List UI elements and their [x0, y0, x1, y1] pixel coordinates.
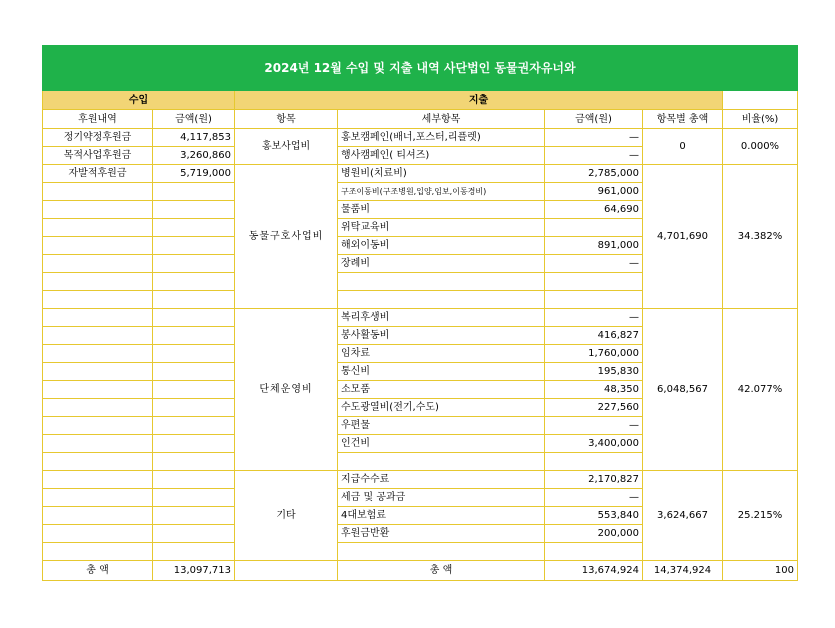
detail-amount: —	[545, 417, 643, 435]
empty-cell	[43, 543, 153, 561]
empty-cell	[153, 291, 235, 309]
category-total-header: 항목별 총액	[643, 110, 723, 129]
detail-label: 지급수수료	[338, 471, 545, 489]
category-ratio: 42.077%	[723, 309, 798, 471]
ratio-header: 비율(%)	[723, 110, 798, 129]
detail-amount: 891,000	[545, 237, 643, 255]
empty-cell	[43, 345, 153, 363]
empty-cell	[153, 543, 235, 561]
empty-cell	[43, 381, 153, 399]
category-total: 6,048,567	[643, 309, 723, 471]
detail-amount	[545, 219, 643, 237]
empty-cell	[153, 381, 235, 399]
detail-amount: —	[545, 489, 643, 507]
empty-cell	[235, 561, 338, 581]
detail-label: 물품비	[338, 201, 545, 219]
income-amount: 3,260,860	[153, 147, 235, 165]
detail-label: 우편물	[338, 417, 545, 435]
header-gap-cell	[723, 91, 798, 110]
detail-label: 구조이동비(구조병원,입양,임보,이동경비)	[338, 183, 545, 201]
empty-cell	[43, 273, 153, 291]
empty-cell	[153, 183, 235, 201]
detail-label: 병원비(치료비)	[338, 165, 545, 183]
empty-cell	[338, 291, 545, 309]
empty-cell	[545, 453, 643, 471]
income-label: 목적사업후원금	[43, 147, 153, 165]
detail-amount: —	[545, 309, 643, 327]
page-title: 2024년 12월 수입 및 지출 내역 사단법인 동물권자유너와	[43, 46, 798, 91]
empty-cell	[153, 345, 235, 363]
detail-label: 통신비	[338, 363, 545, 381]
detail-label: 소모품	[338, 381, 545, 399]
empty-cell	[153, 507, 235, 525]
category-cell: 홍보사업비	[235, 129, 338, 165]
detail-amount: 553,840	[545, 507, 643, 525]
detail-label: 복리후생비	[338, 309, 545, 327]
category-ratio: 25.215%	[723, 471, 798, 561]
empty-cell	[43, 489, 153, 507]
empty-cell	[43, 399, 153, 417]
category-cell: 단체운영비	[235, 309, 338, 471]
empty-cell	[43, 453, 153, 471]
empty-cell	[338, 273, 545, 291]
detail-amount: 200,000	[545, 525, 643, 543]
empty-cell	[43, 363, 153, 381]
category-total: 0	[643, 129, 723, 165]
category-grand-total: 14,374,924	[643, 561, 723, 581]
detail-amount: —	[545, 147, 643, 165]
empty-cell	[153, 273, 235, 291]
empty-cell	[153, 327, 235, 345]
detail-label: 봉사활동비	[338, 327, 545, 345]
expense-total-label: 총 액	[338, 561, 545, 581]
empty-cell	[153, 309, 235, 327]
empty-cell	[43, 219, 153, 237]
empty-cell	[153, 363, 235, 381]
empty-cell	[153, 237, 235, 255]
income-label: 자발적후원금	[43, 165, 153, 183]
income-label: 정기약정후원금	[43, 129, 153, 147]
detail-label: 홍보캠페인(배너,포스터,리플렛)	[338, 129, 545, 147]
expense-section-header: 지출	[235, 91, 723, 110]
empty-cell	[153, 453, 235, 471]
category-ratio: 0.000%	[723, 129, 798, 165]
empty-cell	[338, 543, 545, 561]
empty-cell	[43, 327, 153, 345]
empty-cell	[43, 417, 153, 435]
empty-cell	[153, 525, 235, 543]
income-item-header: 후원내역	[43, 110, 153, 129]
detail-label: 위탁교육비	[338, 219, 545, 237]
detail-amount: 2,785,000	[545, 165, 643, 183]
category-total: 3,624,667	[643, 471, 723, 561]
detail-amount: 227,560	[545, 399, 643, 417]
detail-amount: —	[545, 255, 643, 273]
empty-cell	[43, 525, 153, 543]
empty-cell	[153, 489, 235, 507]
detail-label: 인건비	[338, 435, 545, 453]
detail-label: 4대보험료	[338, 507, 545, 525]
detail-header: 세부항목	[338, 110, 545, 129]
empty-cell	[43, 201, 153, 219]
empty-cell	[153, 435, 235, 453]
empty-cell	[153, 219, 235, 237]
detail-amount: 1,760,000	[545, 345, 643, 363]
empty-cell	[43, 507, 153, 525]
empty-cell	[43, 471, 153, 489]
detail-amount: 2,170,827	[545, 471, 643, 489]
detail-label: 해외이동비	[338, 237, 545, 255]
category-cell: 동물구호사업비	[235, 165, 338, 309]
detail-label: 임차료	[338, 345, 545, 363]
detail-label: 행사캠페인( 티셔즈)	[338, 147, 545, 165]
empty-cell	[338, 453, 545, 471]
empty-cell	[545, 273, 643, 291]
income-total: 13,097,713	[153, 561, 235, 581]
empty-cell	[153, 417, 235, 435]
income-amount: 5,719,000	[153, 165, 235, 183]
empty-cell	[545, 291, 643, 309]
income-amount: 4,117,853	[153, 129, 235, 147]
detail-amount: 48,350	[545, 381, 643, 399]
empty-cell	[153, 399, 235, 417]
empty-cell	[153, 471, 235, 489]
category-total: 4,701,690	[643, 165, 723, 309]
empty-cell	[153, 201, 235, 219]
income-total-label: 총 액	[43, 561, 153, 581]
empty-cell	[153, 255, 235, 273]
empty-cell	[43, 183, 153, 201]
detail-amount: 3,400,000	[545, 435, 643, 453]
detail-label: 세금 및 공과금	[338, 489, 545, 507]
empty-cell	[43, 237, 153, 255]
empty-cell	[43, 255, 153, 273]
category-cell: 기타	[235, 471, 338, 561]
category-header: 항목	[235, 110, 338, 129]
empty-cell	[545, 543, 643, 561]
amount-header: 금액(원)	[545, 110, 643, 129]
detail-amount: —	[545, 129, 643, 147]
detail-label: 수도광열비(전기,수도)	[338, 399, 545, 417]
detail-label: 후원금반환	[338, 525, 545, 543]
detail-label: 장례비	[338, 255, 545, 273]
empty-cell	[43, 291, 153, 309]
detail-amount: 416,827	[545, 327, 643, 345]
empty-cell	[43, 435, 153, 453]
category-ratio: 34.382%	[723, 165, 798, 309]
income-section-header: 수입	[43, 91, 235, 110]
income-amount-header: 금액(원)	[153, 110, 235, 129]
detail-amount: 64,690	[545, 201, 643, 219]
empty-cell	[43, 309, 153, 327]
finance-table	[42, 45, 798, 581]
detail-amount: 195,830	[545, 363, 643, 381]
expense-total: 13,674,924	[545, 561, 643, 581]
detail-amount: 961,000	[545, 183, 643, 201]
ratio-total: 100	[723, 561, 798, 581]
